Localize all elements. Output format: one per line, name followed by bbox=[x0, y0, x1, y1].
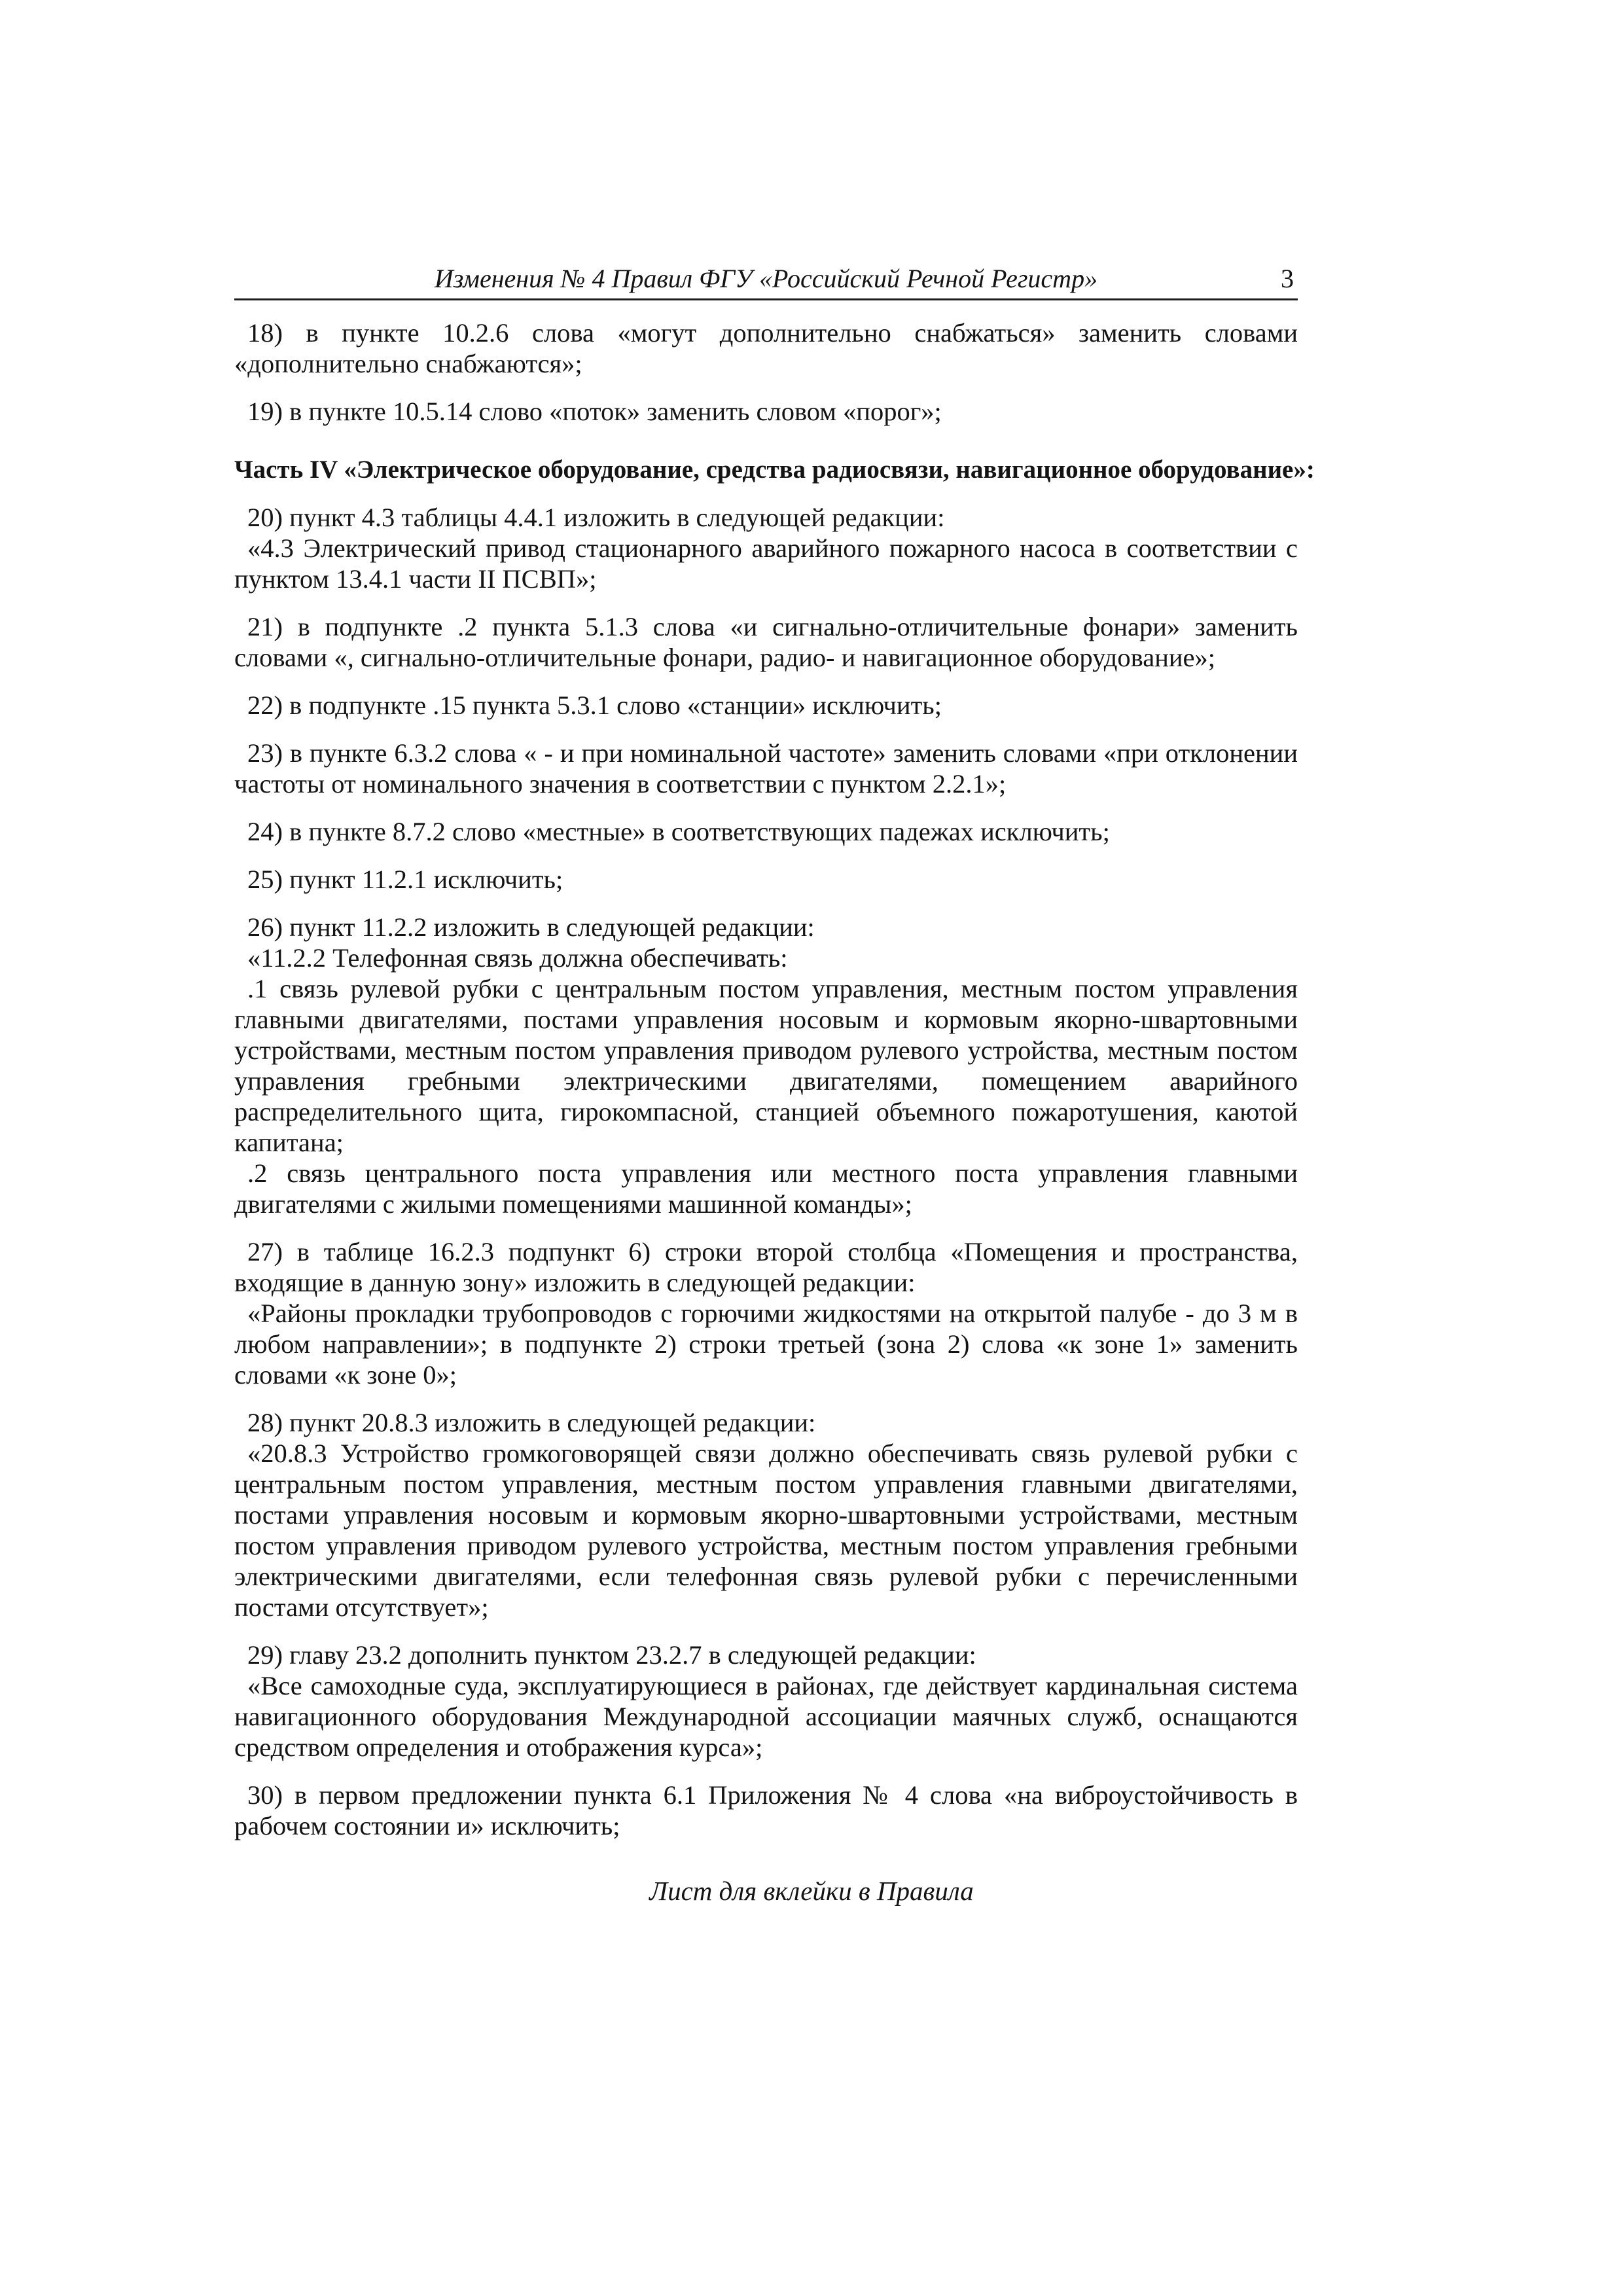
page-footer: Лист для вклейки в Правила bbox=[649, 1876, 974, 1906]
item-28: 28) пункт 20.8.3 изложить в следующей редакции: bbox=[247, 1408, 816, 1437]
item-25: 25) пункт 11.2.1 исключить; bbox=[247, 865, 563, 894]
item-22: 22) в подпункте .15 пункта 5.3.1 слово «станции» исключить; bbox=[247, 691, 942, 720]
item-30: 30) в первом предложении пункта 6.1 Приложения № 4 слова «на виброустойчивость в рабочем состоянии и» исключить; bbox=[234, 1780, 1298, 1840]
item-26-intro: «11.2.2 Телефонная связь должна обеспечивать: bbox=[247, 943, 788, 973]
item-28-text: «20.8.3 Устройство громкоговорящей связи должно обеспечивать связь рулевой рубки с центральным постом управления, местным постом управления главными двигателями, постами управления носовым и кормовым якорно-швартовными устройствами, местным постом управления приводом рулевого устройства, местным постом управления гребными электрическими двигателями, если телефонная связь рулевой рубки с перечисленными постами отсутствует»; bbox=[234, 1439, 1298, 1622]
item-19: 19) в пункте 10.5.14 слово «поток» заменить словом «порог»; bbox=[247, 397, 942, 426]
item-27-text: «Районы прокладки трубопроводов с горючими жидкостями на открытой палубе - до 3 м в любом направлении»; в подпункте 2) строки третьей (зона 2) слова «к зоне 1» заменить словами «к зоне 0»; bbox=[234, 1299, 1298, 1390]
item-27: 27) в таблице 16.2.3 подпункт 6) строки второй столбца «Помещения и пространства, входящие в данную зону» изложить в следующей редакции: bbox=[234, 1237, 1298, 1297]
item-29-text: «Все самоходные суда, эксплуатирующиеся в районах, где действует кардинальная система навигационного оборудования Международной ассоциации маячных служб, оснащаются средством определения и отображения курса»; bbox=[234, 1671, 1298, 1762]
item-24: 24) в пункте 8.7.2 слово «местные» в соответствующих падежах исключить; bbox=[247, 817, 1110, 846]
running-header bbox=[234, 260, 1298, 300]
page-number: 3 bbox=[1281, 264, 1294, 293]
part-4-heading: Часть IV «Электрическое оборудование, средства радиосвязи, навигационное оборудование»: bbox=[234, 456, 1315, 484]
item-20-text: «4.3 Электрический привод стационарного аварийного пожарного насоса в соответствии с пунктом 13.4.1 части II ПСВП»; bbox=[234, 533, 1298, 594]
header-title: Изменения № 4 Правил ФГУ «Российский Речной Регистр» bbox=[434, 264, 1098, 293]
item-26-sub-1: .1 связь рулевой рубки с центральным постом управления, местным постом управления главными двигателями, постами управления носовым и кормовым якорно-швартовными устройствами, местным постом управления приводом рулевого устройства, местным постом управления гребными электрическими двигателями, помещением аварийного распределительного щита, гирокомпасной, станцией объемного пожаротушения, каютой капитана; bbox=[234, 974, 1298, 1157]
item-21: 21) в подпункте .2 пункта 5.1.3 слова «и сигнально-отличительные фонари» заменить словами «, сигнально-отличительные фонари, радио- и навигационное оборудование»; bbox=[234, 612, 1298, 672]
item-29: 29) главу 23.2 дополнить пунктом 23.2.7 в следующей редакции: bbox=[247, 1640, 976, 1670]
item-26: 26) пункт 11.2.2 изложить в следующей редакции: bbox=[247, 912, 815, 942]
item-23: 23) в пункте 6.3.2 слова « - и при номинальной частоте» заменить словами «при отклонении частоты от номинального значения в соответствии с пунктом 2.2.1»; bbox=[234, 738, 1298, 798]
item-26-sub-2: .2 связь центрального поста управления или местного поста управления главными двигателями с жилыми помещениями машинной команды»; bbox=[234, 1158, 1298, 1219]
item-18: 18) в пункте 10.2.6 слова «могут дополнительно снабжаться» заменить словами «дополнительно снабжаются»; bbox=[234, 318, 1298, 378]
document-body bbox=[234, 317, 1315, 1841]
item-20: 20) пункт 4.3 таблицы 4.4.1 изложить в следующей редакции: bbox=[247, 503, 945, 532]
